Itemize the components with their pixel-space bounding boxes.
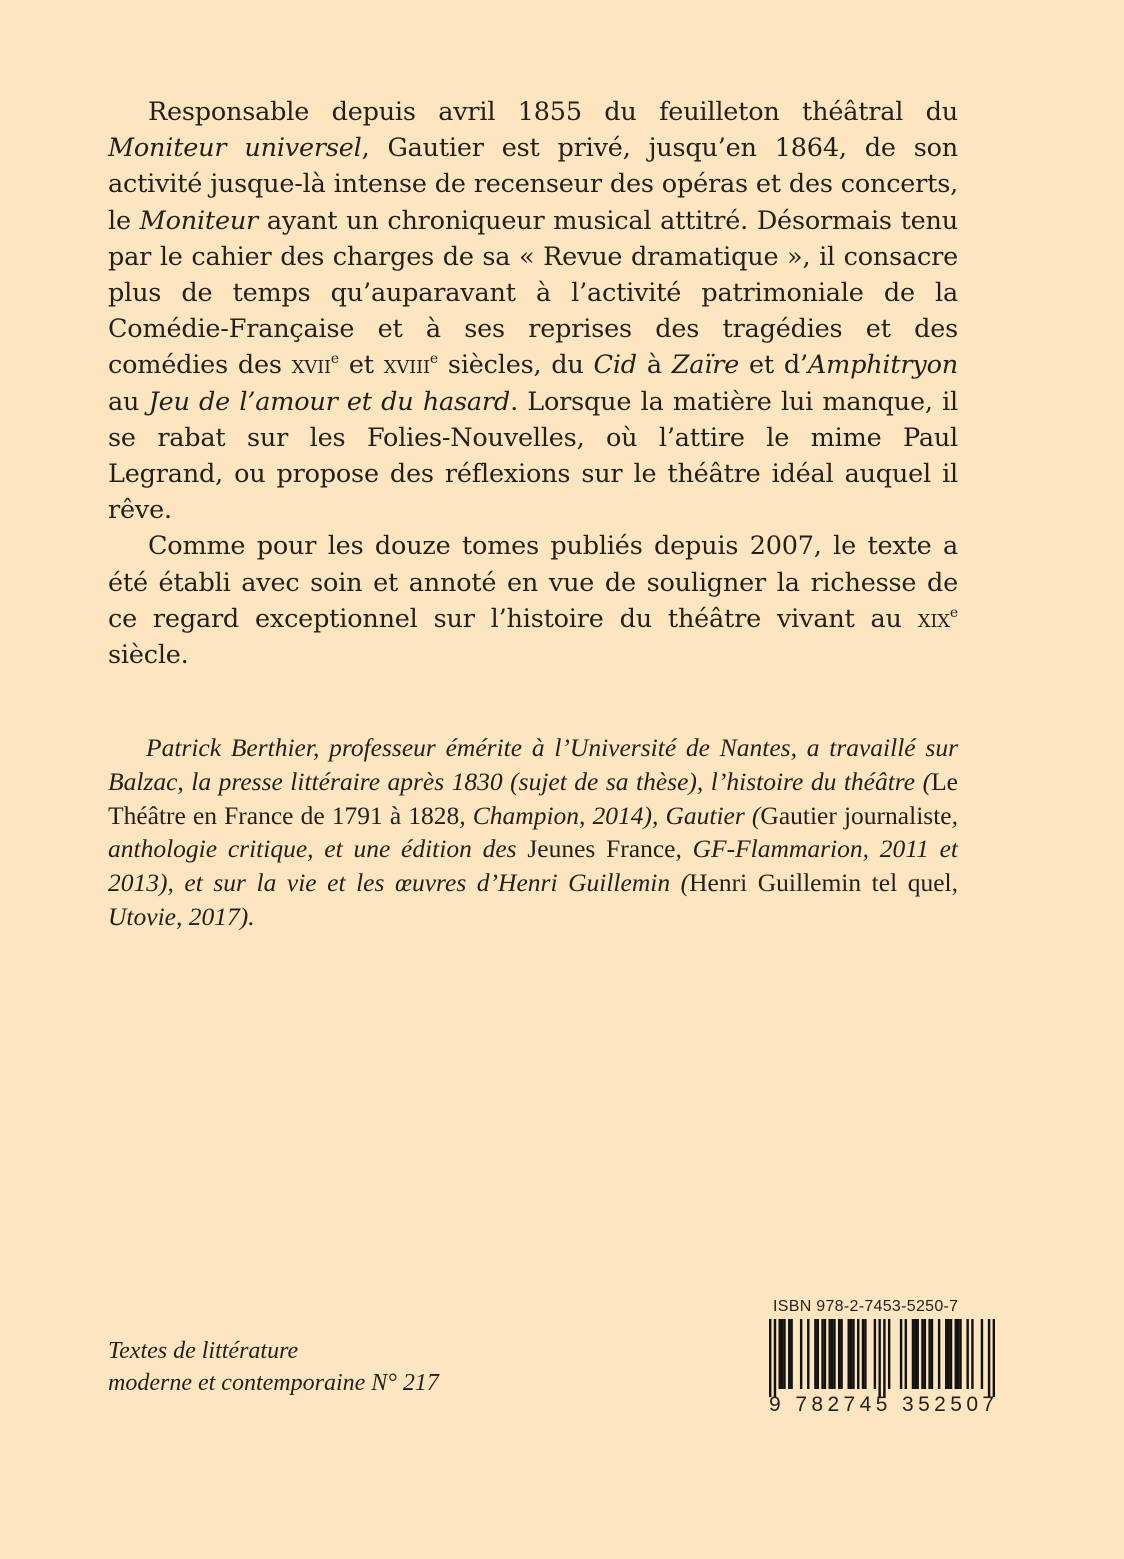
barcode-bar bbox=[852, 1319, 854, 1389]
barcode-bar bbox=[971, 1319, 973, 1389]
superscript: e bbox=[949, 605, 958, 622]
barcode-bar bbox=[993, 1319, 995, 1397]
barcode-bar bbox=[862, 1319, 864, 1389]
book-title: Gautier journaliste bbox=[760, 800, 952, 830]
text-run: Comme pour les douze tomes publiés depuis 2007, le texte a été établi avec soin et annoté en vue de souligner la richesse de ce regard exceptionnel sur l’histoire du théâtre vivant au bbox=[108, 531, 958, 634]
barcode-bar bbox=[914, 1319, 916, 1389]
barcode-bar bbox=[888, 1319, 890, 1389]
text-run: , anthologie critique, et une édition des bbox=[108, 800, 958, 864]
barcode-bar bbox=[931, 1319, 933, 1389]
barcode-bar bbox=[878, 1319, 880, 1397]
barcode-bar bbox=[828, 1319, 830, 1389]
barcode-bar bbox=[848, 1319, 850, 1389]
text-run: à bbox=[636, 350, 672, 381]
barcode-bar bbox=[981, 1319, 983, 1389]
barcode-bar bbox=[959, 1319, 961, 1389]
barcode-bar bbox=[957, 1319, 959, 1389]
barcode-bar bbox=[947, 1319, 949, 1389]
text-run: ayant un chroniqueur musical attitré. Désormais tenu par le cahier des charges de sa « Revue dramatique », il consacre plus de temps qu’auparavant à l’activité patrimoniale de la Comédie-Française et à ses reprises des tragédies et des comédies des bbox=[108, 205, 958, 381]
blurb-paragraph-1 bbox=[108, 94, 958, 528]
title-italic: Moniteur universel bbox=[108, 133, 362, 164]
author-paragraph bbox=[108, 731, 958, 934]
barcode-bar bbox=[966, 1319, 968, 1389]
title-italic: Cid bbox=[593, 350, 637, 381]
text-run: au bbox=[108, 386, 149, 417]
book-title: Le Théâtre en France de 1791 à 1828 bbox=[108, 766, 958, 830]
book-title: Jeunes France bbox=[527, 834, 676, 864]
series-line-1: Textes de littérature bbox=[108, 1338, 299, 1364]
barcode-bar bbox=[950, 1319, 952, 1389]
text-run: Responsable depuis avril 1855 du feuilleton théâtral du bbox=[148, 97, 958, 127]
barcode-bar bbox=[814, 1319, 816, 1389]
barcode-bar bbox=[817, 1319, 819, 1389]
century-numeral: xviii bbox=[383, 350, 430, 381]
barcode-bar bbox=[850, 1319, 852, 1389]
barcode-bar bbox=[831, 1319, 833, 1389]
barcode-bar bbox=[916, 1319, 918, 1389]
barcode-bar bbox=[900, 1319, 902, 1389]
barcode-bar bbox=[800, 1319, 802, 1389]
isbn-label: ISBN 978-2-7453-5250-7 bbox=[773, 1298, 959, 1315]
series-info bbox=[108, 1335, 439, 1399]
barcode-bar bbox=[788, 1319, 790, 1389]
title-italic: Jeu de l’amour et du hasard bbox=[148, 386, 511, 417]
blurb-text bbox=[108, 94, 958, 673]
barcode-bar bbox=[774, 1319, 776, 1397]
blurb-paragraph-2 bbox=[108, 528, 958, 673]
barcode-bar bbox=[781, 1319, 783, 1389]
barcode-bar bbox=[955, 1319, 957, 1389]
barcode-image bbox=[769, 1319, 995, 1397]
barcode-bar bbox=[912, 1319, 914, 1389]
barcode-bar bbox=[921, 1319, 923, 1389]
century-numeral: xvii bbox=[291, 350, 331, 381]
barcode-bar bbox=[945, 1319, 947, 1389]
barcode-bar bbox=[790, 1319, 792, 1389]
barcode-bar bbox=[864, 1319, 866, 1389]
author-bio bbox=[108, 731, 958, 934]
superscript: e bbox=[429, 351, 439, 368]
barcode-bar bbox=[874, 1319, 876, 1389]
barcode-bar bbox=[857, 1319, 859, 1389]
isbn-block bbox=[769, 1298, 999, 1416]
barcode-bar bbox=[769, 1319, 771, 1397]
superscript: e bbox=[330, 351, 340, 368]
barcode-bar bbox=[838, 1319, 840, 1389]
text-run: , Utovie, 2017). bbox=[108, 868, 958, 931]
text-run: Patrick Berthier, professeur émérite à l’Université de Nantes, a travaillé sur Balzac, la presse littéraire après 1830 (sujet de sa thèse), l’histoire du théâtre ( bbox=[108, 733, 958, 796]
title-italic: Moniteur bbox=[139, 205, 259, 236]
barcode-bar bbox=[988, 1319, 990, 1397]
text-run: , Champion, 2014), Gautier ( bbox=[459, 800, 761, 830]
barcode-bar bbox=[928, 1319, 930, 1389]
title-italic: Zaïre bbox=[671, 350, 740, 381]
barcode-digits: 9 782745 352507 bbox=[769, 1393, 999, 1416]
barcode-bar bbox=[833, 1319, 835, 1389]
barcode-bar bbox=[883, 1319, 885, 1397]
text-run: et d’ bbox=[739, 350, 808, 381]
text-run: siècle. bbox=[108, 640, 189, 671]
text-run: et bbox=[339, 350, 384, 381]
text-run: siècles, du bbox=[438, 350, 594, 381]
century-numeral: xix bbox=[917, 603, 950, 634]
barcode-bar bbox=[783, 1319, 785, 1389]
text-run: , Gautier est privé, jusqu’en 1864, de son activité jusque-là intense de recenseur des opéras et des concerts, le bbox=[108, 133, 958, 236]
book-title: Henri Guillemin tel quel bbox=[689, 868, 952, 898]
barcode-bar bbox=[807, 1319, 809, 1389]
barcode-bar bbox=[924, 1319, 926, 1389]
barcode-bar bbox=[840, 1319, 842, 1389]
title-italic: Amphitryon bbox=[807, 350, 958, 381]
barcode-bar bbox=[905, 1319, 907, 1389]
barcode-bar bbox=[938, 1319, 940, 1389]
barcode-bar bbox=[779, 1319, 781, 1389]
text-run: . Lorsque la matière lui manque, il se rabat sur les Folies-Nouvelles, où l’attire le mime Paul Legrand, ou propose des réflexions sur le théâtre idéal auquel il rêve. bbox=[108, 386, 959, 526]
text-run: , GF-Flammarion, 2011 et 2013), et sur la vie et les œuvres d’Henri Guillemin ( bbox=[108, 834, 958, 898]
series-line-2: moderne et contemporaine N° 217 bbox=[108, 1370, 439, 1396]
barcode-bar bbox=[821, 1319, 823, 1389]
barcode-bar bbox=[824, 1319, 826, 1389]
